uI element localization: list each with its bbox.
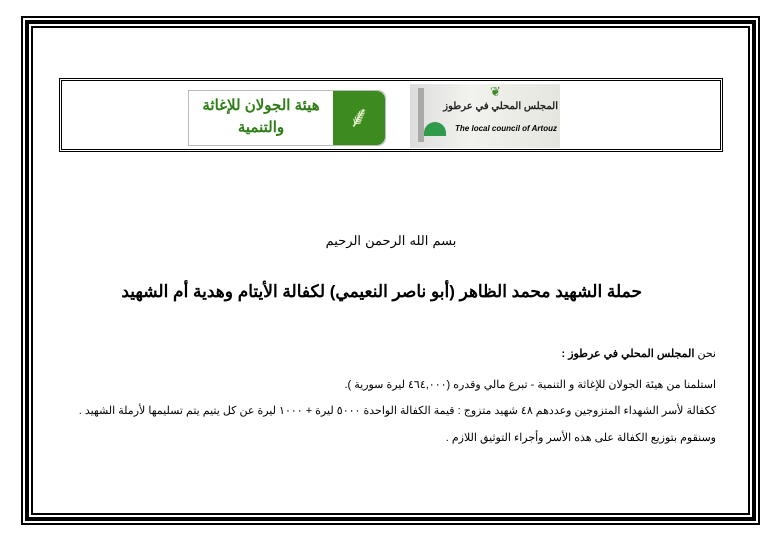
- wheat-icon: ⸙: [333, 91, 385, 145]
- body-line: استلمنا من هيئة الجولان للإغاثة و التنمية - تبرع مالي وقدره (٤٦٤,٠٠٠ ليرة سورية ).: [344, 379, 716, 391]
- local-council-logo: ❦ المجلس المحلي في عرطوز The local council of Artouz: [410, 84, 560, 148]
- mosque-dome-icon: [424, 122, 446, 136]
- intro-line: نحن المجلس المحلي في عرطوز :: [561, 348, 716, 360]
- body-line: ككفالة لأسر الشهداء المتزوجين وعددهم ٤٨ شهيد متزوج : قيمة الكفالة الواحدة ٥٠٠٠ ليرة + ١٠٠٠ ليرة عن كل يتيم يتم تسليمها لأرملة الشهيد .: [78, 405, 716, 417]
- body-line: وسنقوم بتوزيع الكفالة على هذه الأسر وأجراء التوثيق اللازم .: [445, 432, 716, 444]
- golan-relief-logo: هيئة الجولان للإغاثة والتنمية ⸙: [188, 90, 386, 146]
- header-logos: [59, 78, 723, 152]
- leaf-icon: ❦: [490, 84, 501, 99]
- bismillah: بسم الله الرحمن الرحيم: [325, 234, 457, 249]
- document-title: حملة الشهيد محمد الظاهر (أبو ناصر النعيمي) لكفالة الأيتام وهدية أم الشهيد: [121, 282, 642, 301]
